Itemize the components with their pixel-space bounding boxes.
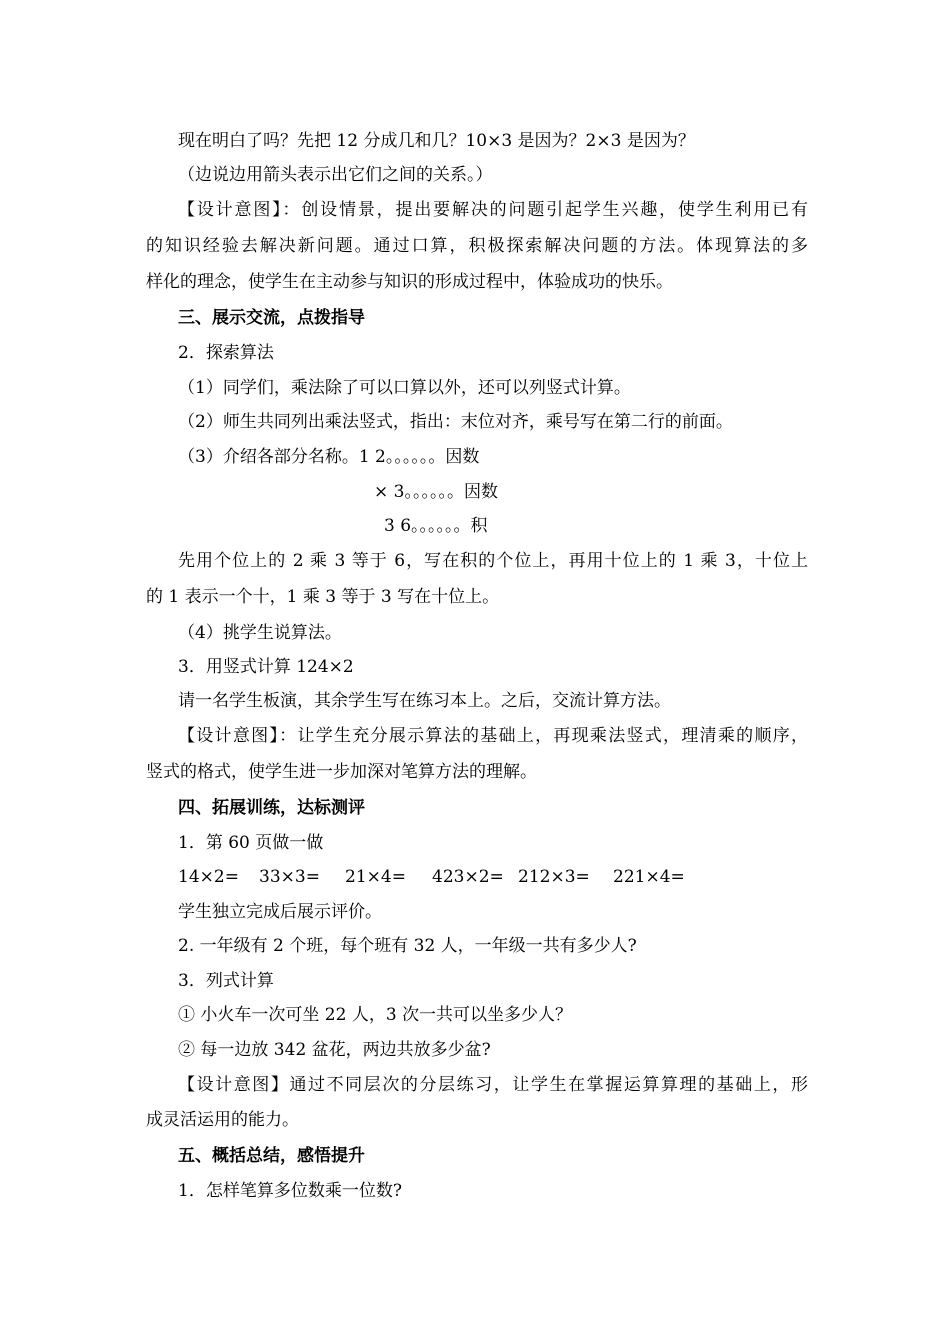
exercise-item: 14×2= <box>178 867 239 887</box>
design-intent-line: 【设计意图】：让学生充分展示算法的基础上，再现乘法竖式，理清乘的顺序， <box>178 726 808 746</box>
paragraph-line: 样化的理念，使学生在主动参与知识的形成过程中，体验成功的快乐。 <box>146 272 673 292</box>
exercise-item: 221×4= <box>613 867 685 887</box>
paragraph-line: （4）挑学生说算法。 <box>178 623 342 643</box>
exercise-item: 33×3= <box>259 867 320 887</box>
paragraph-line: （1）同学们，乘法除了可以口算以外，还可以列竖式计算。 <box>178 378 631 398</box>
exercise-item: 212×3= <box>518 867 590 887</box>
section-heading: 四、拓展训练，达标测评 <box>178 798 365 818</box>
vertical-calc-row: 3 6。。。。。。积 <box>384 516 488 536</box>
paragraph-line: 2. 一年级有 2 个班，每个班有 32 人，一年级一共有多少人? <box>178 936 637 956</box>
paragraph-line: （2）师生共同列出乘法竖式，指出：末位对齐，乘号写在第二行的前面。 <box>178 412 733 432</box>
paragraph-line: （3）介绍各部分名称。1 2。。。。。。因数 <box>178 447 480 467</box>
paragraph-line: 学生独立完成后展示评价。 <box>178 902 382 922</box>
paragraph-line: （边说边用箭头表示出它们之间的关系。） <box>178 165 493 185</box>
paragraph-line: 现在明白了吗？先把 12 分成几和几？10×3 是因为？2×3 是因为？ <box>178 131 695 151</box>
paragraph-line: 的 1 表示一个十，1 乘 3 等于 3 写在十位上。 <box>146 587 500 607</box>
paragraph-line: 请一名学生板演，其余学生写在练习本上。之后，交流计算方法。 <box>178 691 671 711</box>
section-heading: 五、概括总结，感悟提升 <box>178 1146 365 1166</box>
paragraph-line: 2．探索算法 <box>178 343 274 363</box>
paragraph-line: 竖式的格式，使学生进一步加深对笔算方法的理解。 <box>146 762 537 782</box>
design-intent-line: 【设计意图】通过不同层次的分层练习，让学生在掌握运算算理的基础上，形 <box>178 1075 808 1095</box>
vertical-calc-row: × 3。。。。。。因数 <box>374 482 498 502</box>
paragraph-line: 3．列式计算 <box>178 971 274 991</box>
exercise-item: 21×4= <box>345 867 406 887</box>
paragraph-line: ① 小火车一次可坐 22 人，3 次一共可以坐多少人？ <box>178 1005 573 1025</box>
paragraph-line: 3．用竖式计算 124×2 <box>178 657 354 677</box>
section-heading: 三、展示交流，点拨指导 <box>178 308 365 328</box>
paragraph-line: 先用个位上的 2 乘 3 等于 6，写在积的个位上，再用十位上的 1 乘 3，十位上 <box>178 551 808 571</box>
design-intent-line: 【设计意图】：创设情景，提出要解决的问题引起学生兴趣，使学生利用已有 <box>178 200 808 220</box>
exercise-item: 423×2= <box>432 867 504 887</box>
paragraph-line: ② 每一边放 342 盆花，两边共放多少盆? <box>178 1040 491 1060</box>
paragraph-line: 1．第 60 页做一做 <box>178 833 324 853</box>
paragraph-line: 1．怎样笔算多位数乘一位数? <box>178 1181 402 1201</box>
paragraph-line: 成灵活运用的能力。 <box>146 1110 299 1130</box>
paragraph-line: 的知识经验去解决新问题。通过口算，积极探索解决问题的方法。体现算法的多 <box>146 236 808 256</box>
